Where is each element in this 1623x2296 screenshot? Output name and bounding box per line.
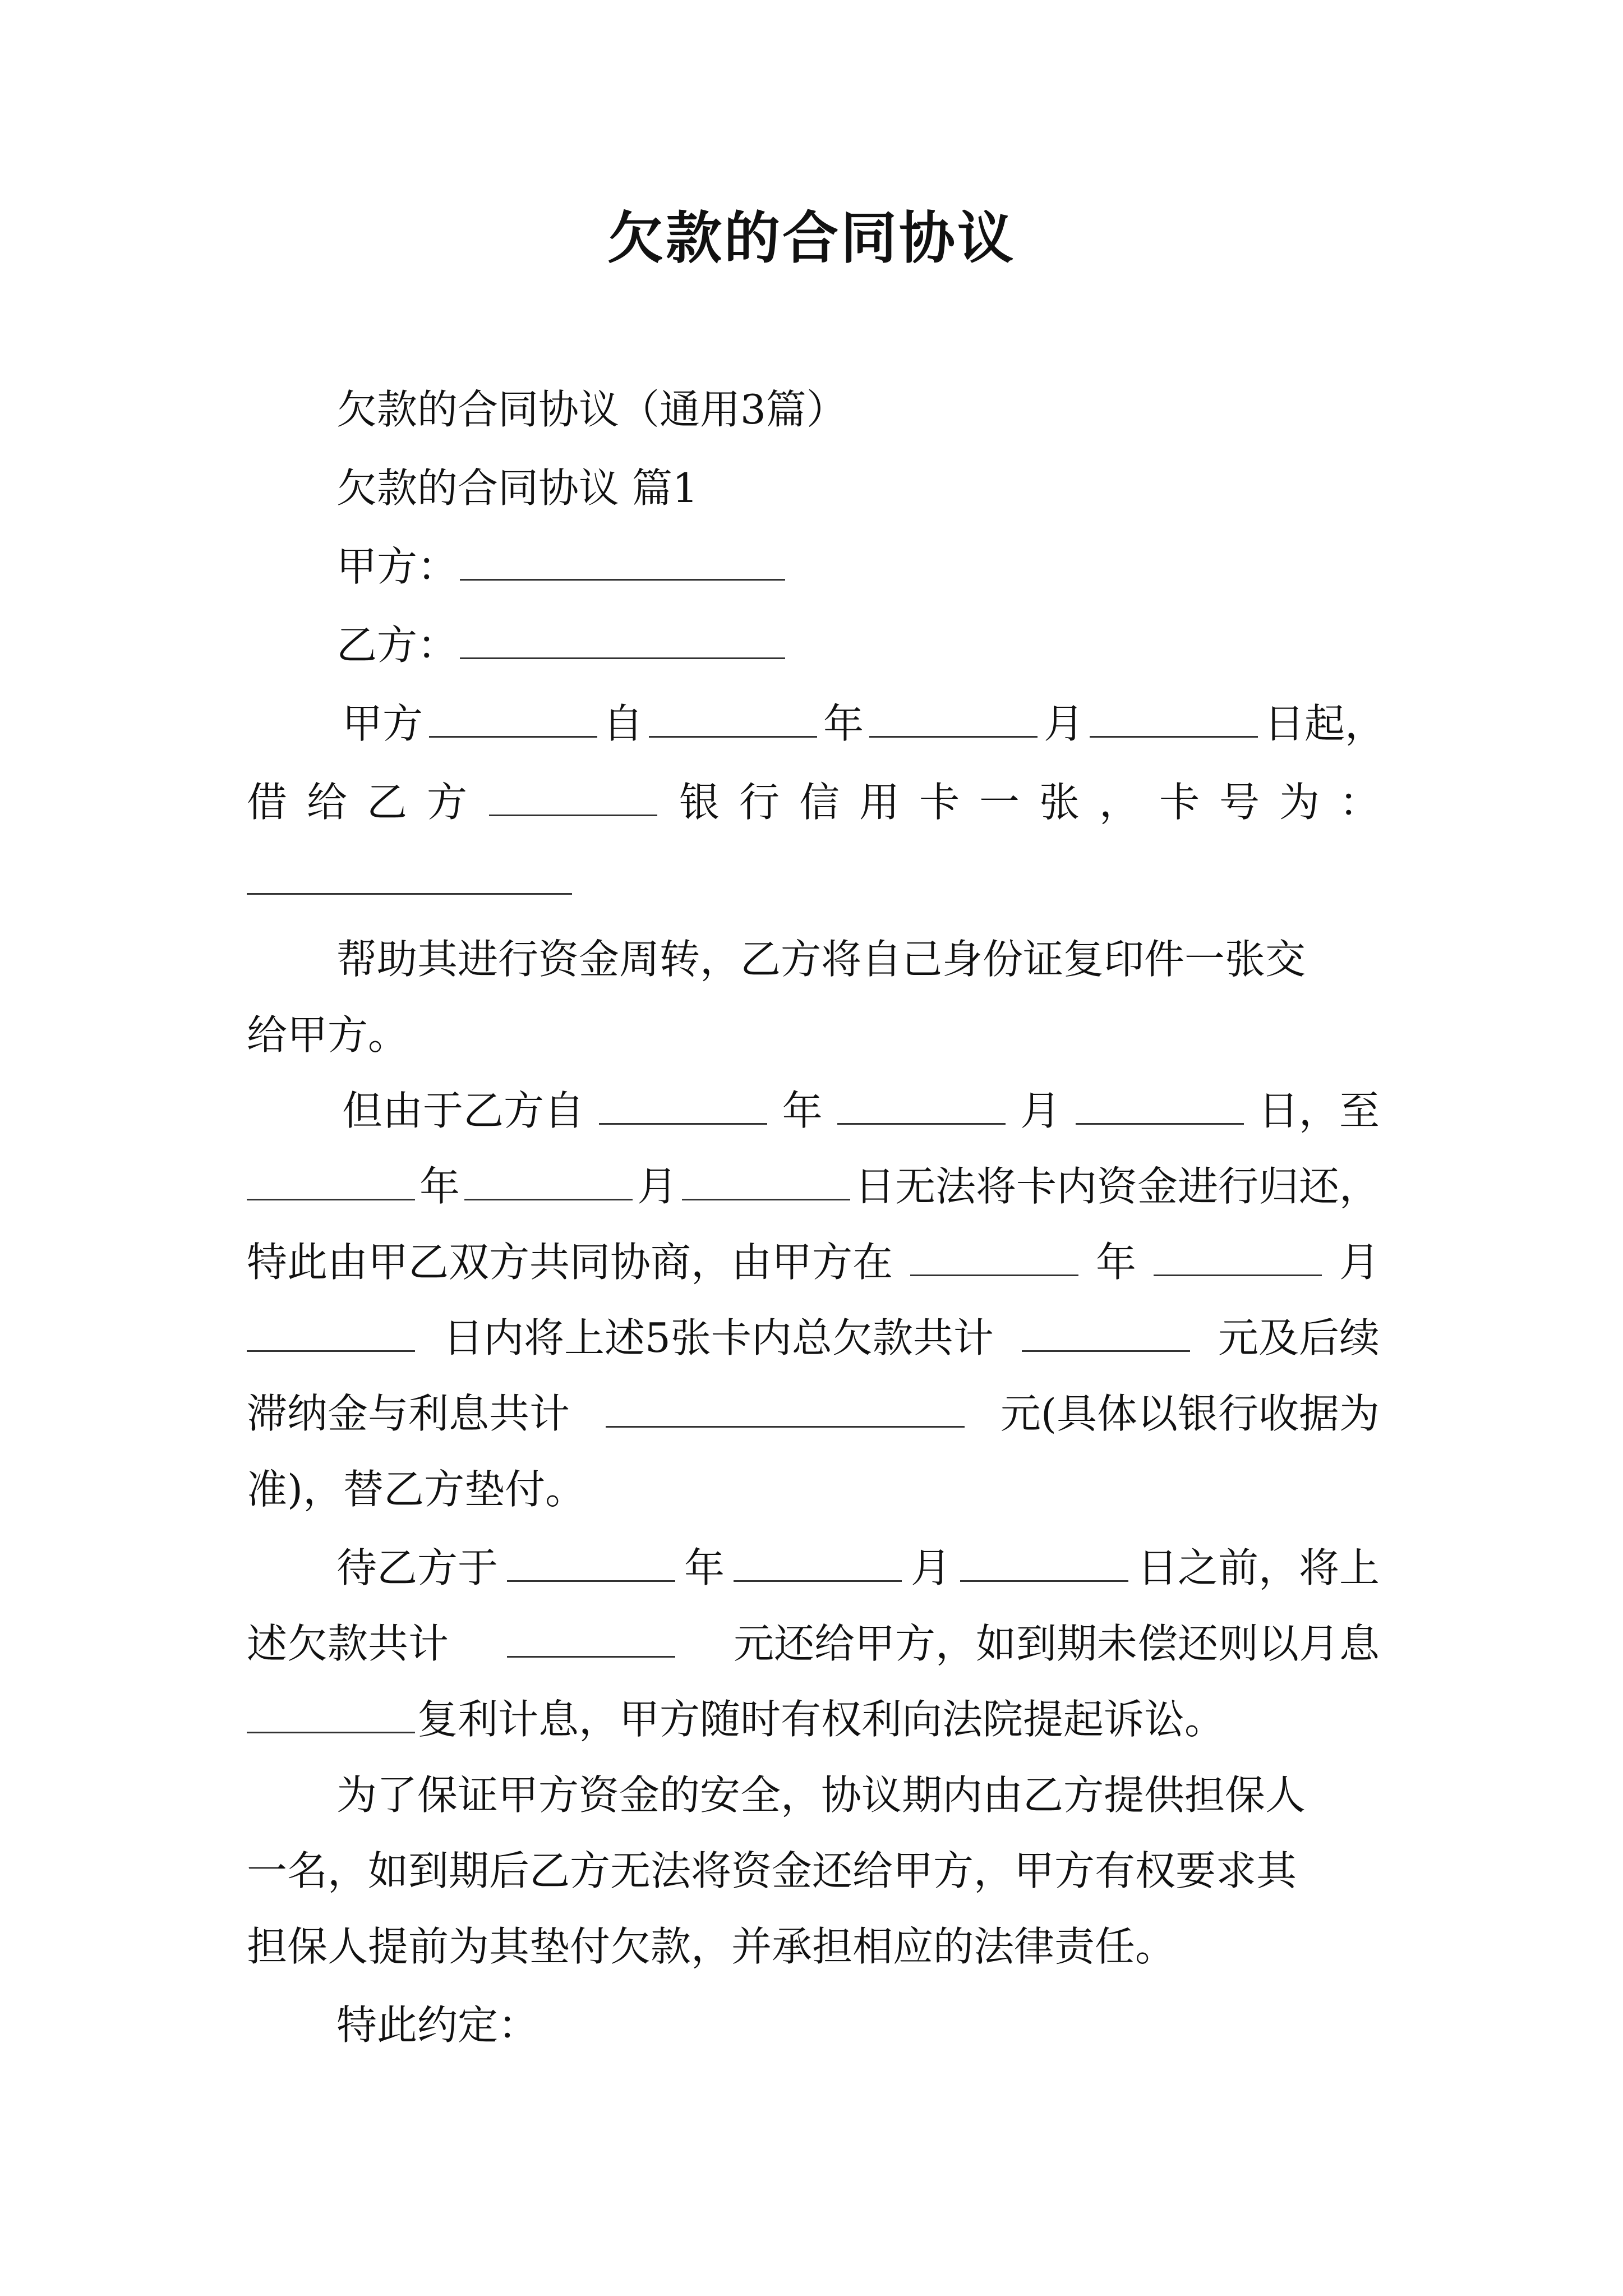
p5-line-3: 担保人提前为其垫付欠款，并承担相应的法律责任。: [247, 1923, 1176, 1970]
p4-line-3: [247, 1691, 1225, 1747]
p5-line-2: 一名，如到期后乙方无法将资金还给甲方，甲方有权要求其: [247, 1847, 1297, 1894]
party-b-blank[interactable]: [460, 617, 785, 659]
p1-char: 卡: [1159, 779, 1200, 826]
p1-text: 自: [602, 700, 643, 747]
p3-text: 滞纳金与利息共计: [247, 1390, 570, 1437]
month-blank[interactable]: [837, 1083, 1006, 1125]
p3-line-1: [342, 1083, 1380, 1139]
p3-text: 月: [1020, 1087, 1061, 1134]
p1-text: 日起，: [1264, 700, 1385, 747]
p1-char: ，: [1099, 779, 1140, 826]
party-b-label: 乙方：: [336, 622, 458, 669]
month-blank[interactable]: [1154, 1234, 1322, 1276]
p4-line-2: [247, 1616, 1380, 1672]
year-blank[interactable]: [247, 1158, 415, 1200]
p4-text: 月: [910, 1544, 951, 1591]
year-blank[interactable]: [507, 1540, 675, 1582]
p1-char: 为: [1279, 779, 1320, 826]
total-debt-blank[interactable]: [1022, 1310, 1190, 1352]
p4-text: 元还给甲方，如到期未偿还则以月息: [733, 1620, 1380, 1667]
month-blank[interactable]: [734, 1540, 902, 1582]
p3-text: 年: [419, 1163, 460, 1210]
p1-char: 一: [979, 779, 1020, 826]
p4-text: 日之前，将上: [1137, 1544, 1380, 1591]
day-blank[interactable]: [1090, 696, 1258, 738]
p1-char: 方: [427, 779, 468, 826]
p1-char: 借: [247, 779, 288, 826]
p5-line-1: 为了保证甲方资金的安全，协议期内由乙方提供担保人: [336, 1772, 1306, 1819]
p3-text: 元及后续: [1218, 1314, 1380, 1361]
interest-rate-blank[interactable]: [247, 1691, 415, 1733]
p3-line-2: [247, 1158, 1380, 1214]
p1-line-2: [247, 774, 1380, 830]
p3-line-5: [247, 1386, 1380, 1442]
p2-line-1: 帮助其进行资金周转，乙方将自己身份证复印件一张交: [336, 936, 1306, 983]
p3-text: 特此由甲乙双方共同协商，由甲方在: [247, 1239, 893, 1286]
p3-text: 日，至: [1258, 1087, 1380, 1134]
p3-line-3: [247, 1234, 1380, 1290]
day-blank[interactable]: [960, 1540, 1128, 1582]
day-blank[interactable]: [1076, 1083, 1244, 1125]
card-number-blank[interactable]: [247, 853, 572, 895]
closing-statement: 特此约定：: [336, 2001, 539, 2049]
p4-text: 待乙方于: [336, 1544, 499, 1591]
p1-char: 卡: [919, 779, 960, 826]
p3-text: 日无法将卡内资金进行归还，: [854, 1163, 1380, 1210]
p4-line-1: [336, 1540, 1380, 1596]
p1-char: 给: [307, 779, 348, 826]
party-a-label: 甲方：: [336, 543, 458, 590]
year-blank[interactable]: [910, 1234, 1078, 1276]
p3-text: 年: [782, 1087, 823, 1134]
p3-text: 月: [1339, 1239, 1380, 1286]
p1-char: 张: [1039, 779, 1080, 826]
day-blank[interactable]: [247, 1310, 415, 1352]
p1-line-1: [342, 696, 1385, 752]
p3-line-6: 准)，替乙方垫付。: [247, 1466, 586, 1513]
p3-line-4: [247, 1310, 1380, 1366]
party-a-blank[interactable]: [460, 539, 785, 581]
p3-text: 但由于乙方自: [342, 1087, 585, 1134]
p1-char: 银: [679, 779, 720, 826]
p1-char: ：: [1339, 779, 1380, 826]
p1-text: 甲方: [342, 700, 423, 747]
p3-text: 日内将上述5张卡内总欠款共计: [443, 1314, 994, 1361]
month-blank[interactable]: [869, 696, 1038, 738]
month-blank[interactable]: [464, 1158, 633, 1200]
repay-amount-blank[interactable]: [507, 1616, 675, 1658]
p2-line-2: 给甲方。: [247, 1011, 409, 1059]
p1-text: 月: [1043, 700, 1084, 747]
p1-char: 用: [859, 779, 900, 826]
p1-line-3: [247, 853, 574, 909]
p1-char: 行: [739, 779, 780, 826]
bank-name-blank[interactable]: [489, 774, 657, 816]
party-a-line: [336, 539, 787, 595]
lender-blank[interactable]: [429, 696, 597, 738]
p4-text: 述欠款共计: [247, 1620, 449, 1667]
p3-text: 年: [1095, 1239, 1136, 1286]
day-blank[interactable]: [682, 1158, 850, 1200]
p1-char: 乙: [367, 779, 408, 826]
p4-text: 复利计息，甲方随时有权利向法院提起诉讼。: [417, 1696, 1225, 1743]
year-blank[interactable]: [599, 1083, 767, 1125]
fees-interest-blank[interactable]: [606, 1386, 965, 1428]
year-blank[interactable]: [649, 696, 817, 738]
document-subtitle: 欠款的合同协议（通用3篇）: [336, 386, 847, 433]
p4-text: 年: [684, 1544, 725, 1591]
p3-text: 元(具体以银行收据为: [1000, 1390, 1380, 1437]
p1-char: 号: [1219, 779, 1260, 826]
p3-text: 月: [637, 1163, 677, 1210]
document-title: 欠款的合同协议: [607, 205, 1016, 271]
party-b-line: [336, 617, 787, 673]
p1-char: 信: [799, 779, 840, 826]
section-heading: 欠款的合同协议 篇1: [336, 464, 698, 512]
p1-text: 年: [823, 700, 864, 747]
